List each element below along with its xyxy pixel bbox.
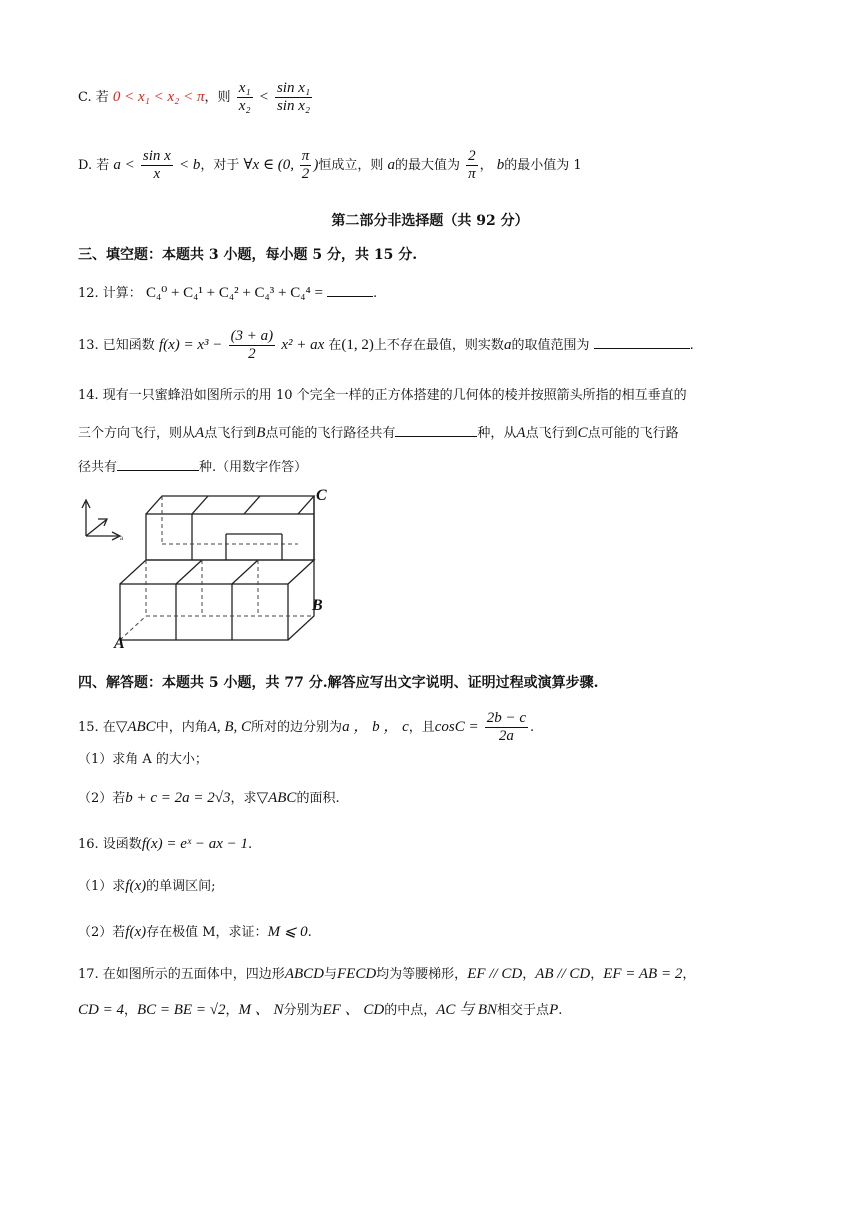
part2-title: 第二部分非选择题（共 92 分）	[331, 213, 529, 229]
figure-label-b: B	[312, 597, 323, 614]
answer-blank[interactable]	[327, 282, 373, 297]
option-c: C. 若 0 < x₁ < x₂ < π，则 $\frac{\text{x₁}}{\text{x₂}}$ < $\frac{\text{sin x₁}}{\text{sin x₂}}$	[78, 80, 311, 114]
question-17-line2: CD = 4，BC = BE = √2，M 、 N分别为EF 、 CD的中点，AC 与 BN相交于点P.	[78, 1002, 563, 1018]
answer-blank[interactable]	[117, 456, 199, 471]
fraction: $\frac{\text{x₁}}{\text{x₂}}$	[238, 80, 251, 114]
question-12: 12. 计算： C₄⁰ + C₄¹ + C₄² + C₄³ + C₄⁴ = .	[78, 282, 800, 304]
cube-figure	[76, 484, 346, 664]
fraction: $\frac{2}{\pi}$	[468, 148, 476, 182]
section4-heading: 四、解答题：本题共 5 小题，共 77 分.解答应写出文字说明、证明过程或演算步骤.	[78, 675, 599, 691]
fraction: $\frac{(3 + a)}{2}$	[230, 328, 274, 362]
answer-blank[interactable]	[395, 422, 477, 437]
arrow-label: a	[120, 534, 124, 542]
fraction: $\frac{\pi}{2}$	[301, 148, 310, 182]
question-16-part2: （2）若f(x)存在极值 M，求证：M ⩽ 0.	[78, 924, 312, 940]
fraction: $\frac{\text{sin x₁}}{\text{sin x₂}}$	[276, 80, 311, 114]
question-14-line1: 14. 现有一只蜜蜂沿如图所示的用 10 个完全一样的正方体搭建的几何体的棱并按照箭头所指的相互垂直的	[78, 388, 687, 403]
option-d: D. 若 a < $\frac{\text{sin x}}{x}$ < b，对于 ∀x ∈ (0, $\frac{\pi}{2}$ )恒成立，则 a的最大值为 $\frac{2}{\pi}$ ， b的最小值为 1	[78, 148, 582, 182]
section3-heading: 三、填空题：本题共 3 小题，每小题 5 分，共 15 分.	[78, 247, 418, 263]
fraction: $\frac{2b - c}{2a}$	[486, 710, 527, 744]
question-13: 13. 已知函数 f(x) = x³ − $\frac{(3 + a)}{2}$ x² + ax 在(1, 2)上不存在最值，则实数a的取值范围为 .	[78, 328, 694, 362]
figure-label-c: C	[316, 487, 327, 504]
question-14-line2: 三个方向飞行，则从A点飞行到B点可能的飞行路径共有 种，从A点飞行到C点可能的飞行路	[78, 422, 800, 444]
figure-label-a: A	[114, 635, 125, 652]
question-16: 16. 设函数f(x) = eˣ − ax − 1.	[78, 836, 253, 852]
question-15: 15. 在▽ABC中，内角A, B, C所对的边分别为a ， b ， c，且cosC = $\frac{2b - c}{2a}$ .	[78, 710, 535, 744]
question-15-part2: （2）若b + c = 2a = 2√3，求▽ABC的面积.	[78, 790, 340, 806]
option-c-condition: 0 < x₁ < x₂ < π	[112, 89, 205, 105]
question-17-line1: 17. 在如图所示的五面体中，四边形ABCD与FECD均为等腰梯形，EF // CD，AB // CD，EF = AB = 2，	[78, 966, 696, 982]
question-16-part1: （1）求f(x)的单调区间;	[78, 878, 216, 894]
question-14-line3: 径共有 种.（用数字作答）	[78, 456, 800, 478]
answer-blank[interactable]	[594, 334, 690, 349]
fraction: $\frac{\text{sin x}}{x}$	[142, 148, 171, 182]
question-15-part1: （1）求角 A 的大小；	[78, 752, 208, 767]
